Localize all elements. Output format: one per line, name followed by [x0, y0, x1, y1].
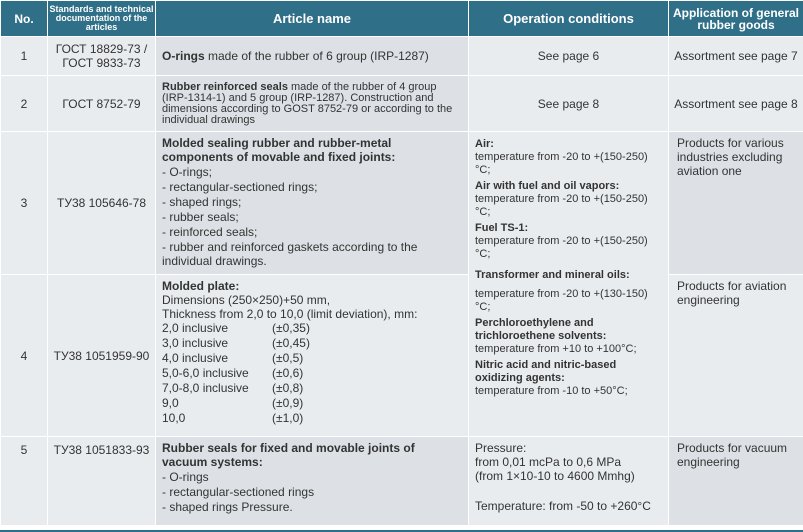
- thickness-value: 4,0 inclusive: [162, 351, 229, 365]
- thickness-value: 5,0-6,0 inclusive: [162, 366, 249, 380]
- thickness-value: 7,0-8,0 inclusive: [162, 381, 249, 395]
- list-item: - reinforced seals;: [162, 225, 258, 239]
- thickness-value: 3,0 inclusive: [162, 336, 229, 350]
- row-standard: ГОСТ 8752-79: [48, 76, 156, 132]
- article-title: Rubber reinforced seals: [162, 80, 288, 93]
- thickness-value: 2,0 inclusive: [162, 321, 229, 335]
- list-item: - rectangular-sectioned rings;: [162, 180, 318, 194]
- application-text: Products for aviation engineering: [677, 279, 787, 307]
- condition-value: temperature from -20 to +(130-150)°C;: [475, 288, 648, 313]
- condition-text: (from 1×10-10 to 4600 Mmhg): [475, 469, 635, 483]
- header-conditions: Operation conditions: [469, 1, 669, 37]
- row-application: [669, 132, 803, 275]
- row-standard: ТУ38 1051833-93: [48, 437, 156, 526]
- row-application: Assortment see page 7: [669, 37, 803, 76]
- condition-title: Air:: [475, 138, 494, 150]
- row-article: [156, 37, 469, 76]
- row-number: 2: [1, 76, 48, 132]
- condition-value: temperature from +10 to +100°C;: [475, 343, 637, 355]
- thickness-deviation: (±0,8): [272, 381, 304, 395]
- list-item: - rubber and reinforced gaskets according to the individual drawings.: [162, 240, 418, 268]
- list-item: - O-rings: [162, 470, 209, 484]
- article-items: [162, 470, 462, 514]
- row-number: 5: [1, 437, 48, 526]
- article-text: Thickness from 2,0 to 10,0 (limit deviation), mm:: [162, 307, 418, 321]
- condition-value: temperature from -20 to +(150-250)°C;: [475, 235, 648, 260]
- condition-title: Nitric acid and nitric-based oxidizing agents:: [475, 359, 617, 384]
- article-title: Molded plate:: [162, 279, 240, 293]
- article-title: Rubber seals for fixed and movable joints of vacuum systems:: [162, 441, 415, 469]
- thickness-deviation: (±0,5): [272, 351, 304, 365]
- condition-title: Transformer and mineral oils:: [475, 269, 630, 281]
- condition-title: Fuel TS-1:: [475, 222, 529, 234]
- condition-text: from 0,01 mcPa to 0,6 MPa: [475, 455, 622, 469]
- condition-text: Pressure:: [475, 441, 527, 455]
- header-no: No.: [1, 1, 48, 37]
- condition-value: temperature from -20 to +(150-250)°C;: [475, 151, 648, 176]
- application-text: Products for vacuum engineering: [677, 441, 788, 469]
- list-item: - shaped rings Pressure.: [162, 500, 293, 514]
- header-standards: Standards and technical documentation of the articles: [48, 1, 156, 37]
- thickness-deviation: (±0,9): [272, 396, 304, 410]
- row-article: [156, 437, 469, 526]
- condition-temperature: Temperature: from -50 to +260°C: [475, 499, 651, 513]
- article-title: O-rings: [162, 49, 205, 63]
- condition-value: temperature from -20 to +(150-250)°C;: [475, 193, 648, 218]
- row-number: 3: [1, 132, 48, 275]
- table-row: [1, 275, 803, 437]
- header-row: [1, 1, 803, 37]
- table-row: [1, 37, 803, 76]
- row-conditions: [469, 437, 669, 526]
- article-text: made of the rubber of 4 group (IRP-1314-1) and 5 group (IRP-1287). Construction and dimensions according to GOST 8752-79 or according to the individual drawings: [162, 80, 453, 126]
- list-item: - shaped rings;: [162, 195, 242, 209]
- condition-title: Air with fuel and oil vapors:: [475, 180, 620, 192]
- row-article: [156, 132, 469, 275]
- article-title: Molded sealing rubber and rubber-metal components of movable and fixed joints:: [162, 136, 396, 164]
- row-standard: ГОСТ 18829-73 / ГОСТ 9833-73: [48, 37, 156, 76]
- row-number: 1: [1, 37, 48, 76]
- thickness-deviation: (±0,6): [272, 366, 304, 380]
- table-row: [1, 76, 803, 132]
- row-standard: ТУ38 1051959-90: [48, 275, 156, 437]
- thickness-deviation: (±1,0): [272, 411, 304, 425]
- thickness-value: 9,0: [162, 396, 179, 410]
- header-article: Article name: [156, 1, 469, 37]
- thickness-deviation: (±0,45): [272, 336, 310, 350]
- article-text: made of the rubber of 6 group (IRP-1287): [204, 49, 429, 63]
- article-text: Dimensions (250×250)+50 mm,: [162, 293, 331, 307]
- header-application: Application of general rubber goods: [669, 1, 803, 37]
- table-row: [1, 132, 803, 275]
- condition-title: Perchloroethylene and trichloroethene solvents:: [475, 317, 607, 342]
- list-item: - rectangular-sectioned rings: [162, 485, 315, 499]
- row-article: [156, 76, 469, 132]
- row-article: [156, 275, 469, 437]
- row-conditions: See page 6: [469, 37, 669, 76]
- row-standard: ТУ38 105646-78: [48, 132, 156, 275]
- row-conditions: See page 8: [469, 76, 669, 132]
- table-row: [1, 437, 803, 526]
- list-item: - O-rings;: [162, 165, 213, 179]
- thickness-deviation: (±0,35): [272, 321, 310, 335]
- row-application: [669, 437, 803, 526]
- application-text: Products for various industries excluding aviation one: [677, 136, 784, 178]
- thickness-value: 10,0: [162, 411, 186, 425]
- row-application: [669, 275, 803, 437]
- row-conditions: [469, 132, 669, 437]
- condition-value: temperature from -10 to +50°C;: [475, 385, 628, 397]
- row-application: Assortment see page 8: [669, 76, 803, 132]
- row-number: 4: [1, 275, 48, 437]
- article-items: [162, 165, 462, 268]
- thickness-table: [162, 321, 462, 426]
- list-item: - rubber seals;: [162, 210, 239, 224]
